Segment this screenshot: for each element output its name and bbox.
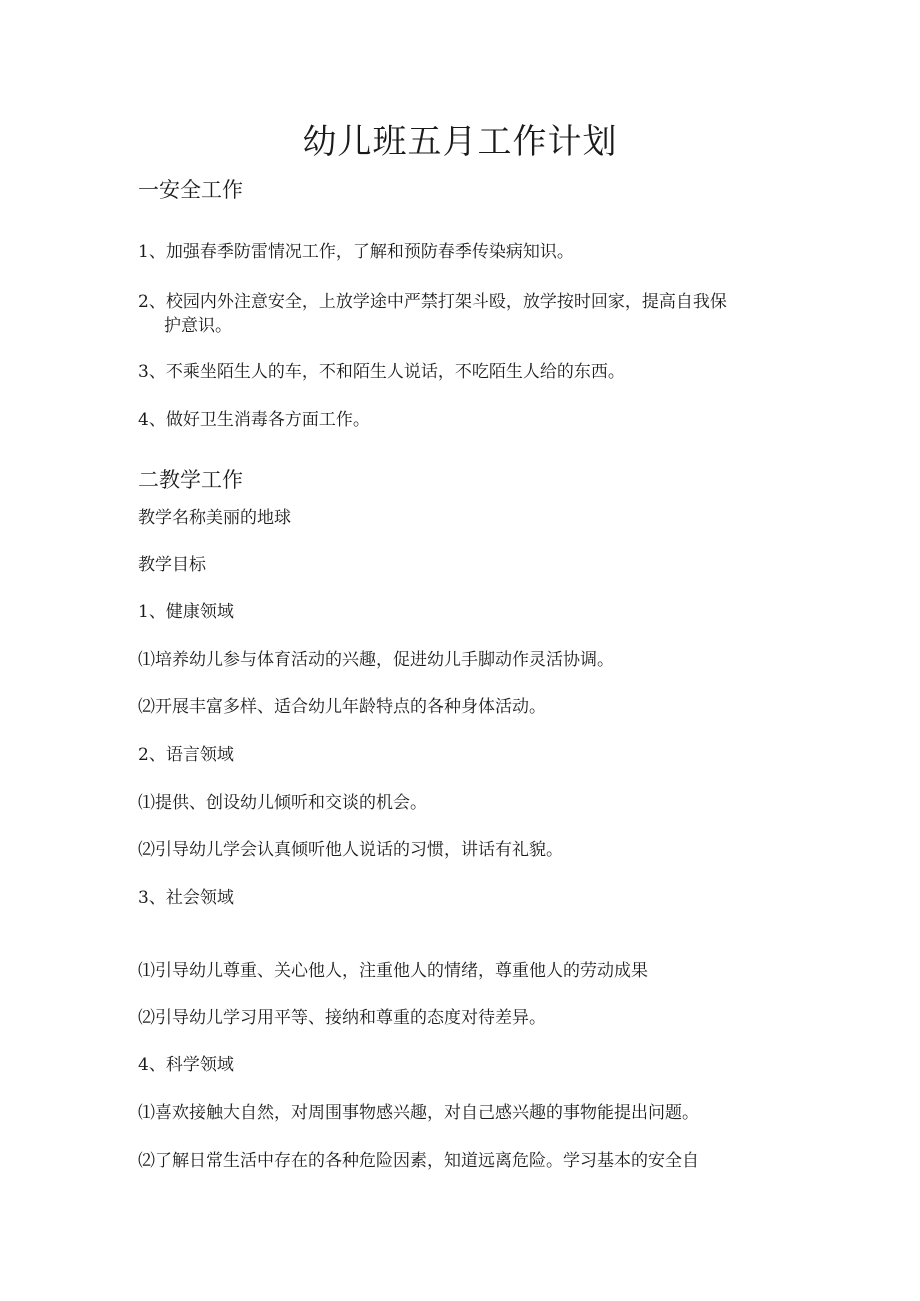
health-goal-1: ⑴培养幼儿参与体育活动的兴趣，促进幼儿手脚动作灵活协调。: [138, 650, 614, 670]
health-goal-2: ⑵开展丰富多样、适合幼儿年龄特点的各种身体活动。: [138, 697, 546, 717]
domain-health: 1、健康领域: [138, 602, 234, 622]
safety-item-2: 2、校园内外注意安全，上放学途中严禁打架斗殴，放学按时回家，提高自我保: [138, 292, 727, 312]
teaching-goals-label: 教学目标: [138, 555, 206, 575]
language-goal-2: ⑵引导幼儿学会认真倾听他人说话的习惯，讲话有礼貌。: [138, 840, 563, 860]
section-heading-safety: 一安全工作: [138, 178, 243, 202]
safety-item-1: 1、加强春季防雷情况工作，了解和预防春季传染病知识。: [138, 242, 574, 262]
domain-language: 2、语言领域: [138, 745, 234, 765]
teaching-name: 教学名称美丽的地球: [138, 508, 291, 528]
safety-item-2-continued: 护意识。: [164, 316, 232, 336]
science-goal-1: ⑴喜欢接触大自然，对周围事物感兴趣，对自己感兴趣的事物能提出问题。: [138, 1103, 699, 1123]
safety-item-4: 4、做好卫生消毒各方面工作。: [138, 410, 370, 430]
document-title: 幼儿班五月工作计划: [302, 122, 618, 162]
section-heading-teaching: 二教学工作: [138, 468, 243, 492]
language-goal-1: ⑴提供、创设幼儿倾听和交谈的机会。: [138, 793, 427, 813]
domain-science: 4、科学领域: [138, 1055, 234, 1075]
safety-item-3: 3、不乘坐陌生人的车，不和陌生人说话，不吃陌生人给的东西。: [138, 362, 625, 382]
science-goal-2: ⑵了解日常生活中存在的各种危险因素，知道远离危险。学习基本的安全自: [138, 1151, 699, 1171]
domain-social: 3、社会领域: [138, 888, 234, 908]
social-goal-1: ⑴引导幼儿尊重、关心他人，注重他人的情绪，尊重他人的劳动成果: [138, 961, 648, 981]
social-goal-2: ⑵引导幼儿学习用平等、接纳和尊重的态度对待差异。: [138, 1008, 546, 1028]
